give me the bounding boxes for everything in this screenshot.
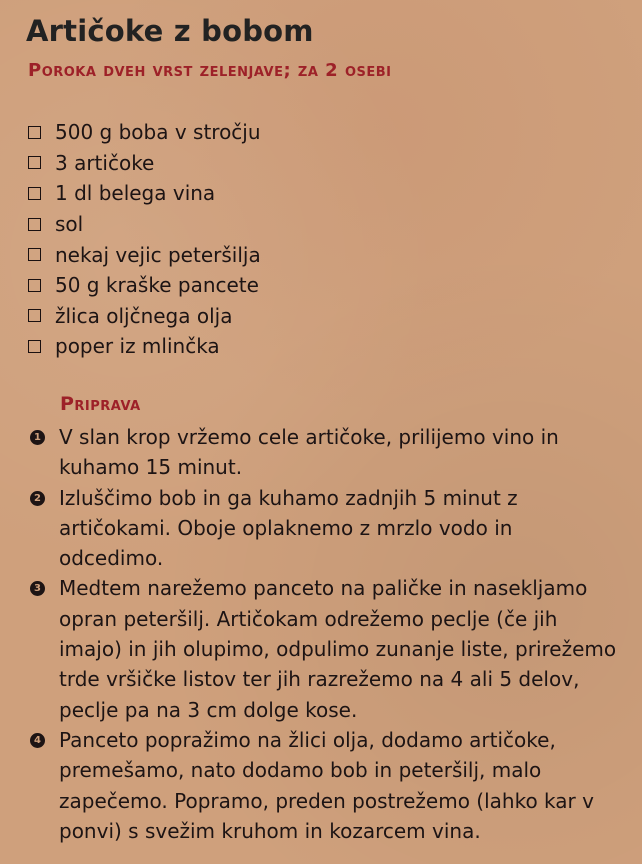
- checkbox-icon[interactable]: [28, 126, 41, 139]
- step-text: Medtem narežemo panceto na paličke in nasekljamo opran peteršilj. Artičokam odrežemo peclje (če jih imajo) in jih olupimo, odpulimo zunanje liste, prirežemo trde vršičke listov ter jih razrežemo na 4 ali 5 delov, peclje pa na 3 cm dolge kose.: [59, 576, 617, 722]
- recipe-title: Artičoke z bobom: [26, 14, 314, 48]
- ingredient-label: 1 dl belega vina: [55, 181, 216, 206]
- ingredient-item: [28, 117, 261, 148]
- ingredient-item: [28, 209, 261, 240]
- ingredient-item: [28, 239, 261, 270]
- step-item: [30, 725, 620, 846]
- checkbox-icon[interactable]: [28, 187, 41, 200]
- ingredient-item: [28, 148, 261, 179]
- ingredient-label: 3 artičoke: [55, 150, 155, 175]
- step-text: Panceto popražimo na žlici olja, dodamo artičoke, premešamo, nato dodamo bob in peteršilj, malo zapečemo. Popramo, preden postrežemo (lahko kar v ponvi) s svežim kruhom in kozarcem vina.: [59, 727, 594, 843]
- preparation-heading: Priprava: [60, 393, 141, 415]
- step-number-icon: 1: [30, 430, 45, 445]
- ingredient-item: [28, 270, 261, 301]
- step-item: [30, 483, 620, 574]
- step-item: [30, 422, 620, 483]
- checkbox-icon[interactable]: [28, 156, 41, 169]
- step-text: Izluščimo bob in ga kuhamo zadnjih 5 minut z artičokami. Oboje oplaknemo z mrzlo vodo in odcedimo.: [59, 485, 518, 571]
- step-number-icon: 4: [30, 733, 45, 748]
- ingredient-label: 50 g kraške pancete: [55, 273, 259, 298]
- ingredient-item: [28, 331, 261, 362]
- ingredient-label: žlica oljčnega olja: [55, 303, 233, 328]
- checkbox-icon[interactable]: [28, 218, 41, 231]
- checkbox-icon[interactable]: [28, 279, 41, 292]
- checkbox-icon[interactable]: [28, 340, 41, 353]
- checkbox-icon[interactable]: [28, 248, 41, 261]
- ingredient-label: nekaj vejic peteršilja: [55, 242, 261, 267]
- ingredient-label: sol: [55, 212, 84, 237]
- preparation-steps: [30, 422, 620, 846]
- step-number-icon: 2: [30, 491, 45, 506]
- ingredient-list: [28, 117, 261, 362]
- checkbox-icon[interactable]: [28, 309, 41, 322]
- ingredient-item: [28, 178, 261, 209]
- recipe-subtitle: Poroka dveh vrst zelenjave; za 2 osebi: [28, 60, 392, 81]
- ingredient-label: poper iz mlinčka: [55, 334, 220, 359]
- step-number-icon: 3: [30, 581, 45, 596]
- ingredient-item: [28, 301, 261, 332]
- step-item: [30, 573, 620, 724]
- ingredient-label: 500 g boba v stročju: [55, 120, 261, 145]
- step-text: V slan krop vržemo cele artičoke, prilijemo vino in kuhamo 15 minut.: [59, 425, 559, 480]
